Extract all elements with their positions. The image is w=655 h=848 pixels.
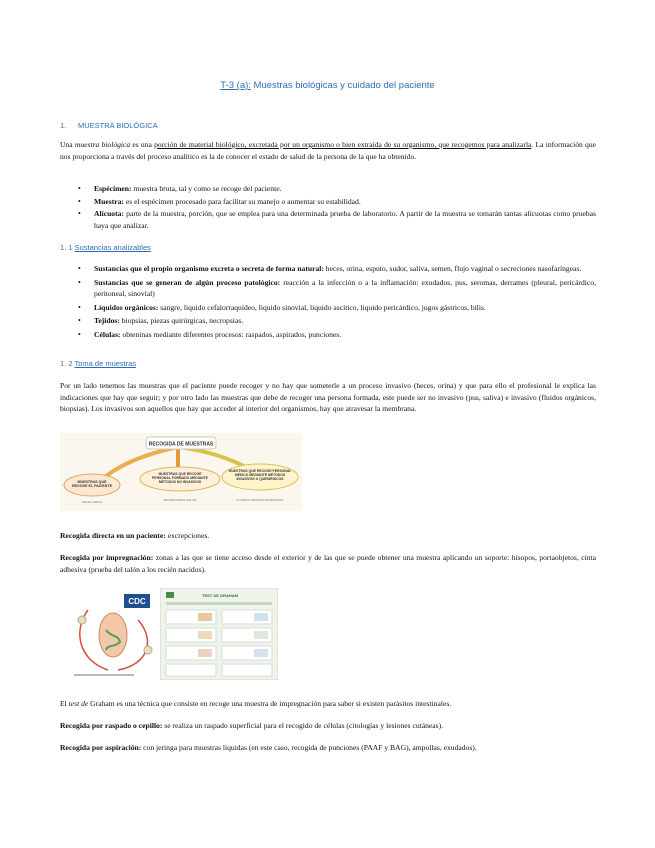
figure-caption-line <box>74 674 134 676</box>
step-illustration <box>254 649 268 657</box>
intro-text-2: es una <box>130 140 155 149</box>
bullet-text: es el espécimen procesado para facilitar su manejo o aumentar su estabilidad. <box>123 196 361 206</box>
intro-italic: muestra biológica <box>74 140 131 149</box>
scraping-collection <box>60 720 596 732</box>
bullet-text: sangre, liquido cefalorraquídeo, liquido sinovial, liquido ascítico, liquido pericárdico, jugos gástricos, bilis. <box>158 302 486 312</box>
impregnation-term: Recogida por impregnación: <box>60 553 154 562</box>
list-item <box>60 277 596 300</box>
section-1-bullets <box>60 183 596 231</box>
list-item <box>60 196 596 208</box>
step-illustration <box>254 613 268 621</box>
bullet-text: heces, orina, esputo, sudor, saliva, semen, flujo vaginal o secreciones nasofaríngeas. <box>323 264 582 273</box>
list-item <box>60 329 596 341</box>
scraping-term: Recogida por raspado o cepillo: <box>60 721 163 730</box>
section-1-title: MUESTRA BIOLÓGICA <box>78 121 158 130</box>
mindmap-middle-label: MUESTRAS QUE RECOGE PERSONAL FORMADO MEDIANTE MÉTODOS NO INVASIVOS <box>152 472 208 484</box>
bullet-term: Tejidos: <box>94 316 120 325</box>
step-illustration <box>254 631 268 639</box>
mindmap-root-label: RECOGIDA DE MUESTRAS <box>148 441 214 448</box>
bullet-text: reacción a la infección o a la inflamación: exudados, pus, seromas, derrames (pleural, pericárdico, peritoneal, sinovial) <box>94 277 596 298</box>
list-item <box>60 315 596 327</box>
instruction-step <box>222 664 272 676</box>
section-1-2-paragraph: Por un lado tenemos las muestras que el paciente puede recoger y no hay que someterle a un proceso invasivo (heces, orina) y que para ello el profesional le explica las indicaciones que hay que seguir; y por otro lado las muestras que debe de recoger una persona formada, este puede ser no invasivo (pus, saliva) e invasivo (fluidos orgánicos, biopsias). Los invasivos son aquellos que hay que acceder al interior del organismos, hay que atravesar la membrana. <box>60 381 596 413</box>
section-1-intro <box>60 139 596 162</box>
mindmap-middle-sub: SECRECIONES SALIVA <box>163 498 197 502</box>
graham-text-2: Graham es una técnica que consiste en recoge una muestra de impregnación para saber si existen parásitos intestinales. <box>88 699 452 708</box>
cdc-logo-text: CDC <box>128 597 146 606</box>
section-1-2-heading <box>60 359 136 368</box>
direct-term: Recogida directa en un paciente: <box>60 531 166 540</box>
aspiration-term: Recogida por aspiración: <box>60 743 142 752</box>
direct-collection <box>60 530 596 542</box>
graham-paragraph <box>60 698 596 710</box>
list-item <box>60 263 596 275</box>
aspiration-collection <box>60 742 596 754</box>
step-illustration <box>198 649 212 657</box>
bullet-text: parte de la muestra, porción, que se emplea para una determinada prueba de laboratorio. A partir de la muestra se tomarán tantas alícuotas como pruebas haya que analizar. <box>94 209 596 230</box>
mindmap-figure <box>60 433 302 511</box>
bullet-term: Células: <box>94 329 121 339</box>
graham-text-1: El <box>60 699 69 708</box>
step-illustration <box>198 631 212 639</box>
section-1-1-heading <box>60 243 151 252</box>
bullet-text: obteninas mediante diferentes procesos: raspados, aspirados, punciones. <box>120 329 342 339</box>
graham-italic: test de <box>68 699 89 708</box>
egg-illustration <box>78 616 86 624</box>
mindmap-left-label: MUESTRAS QUE RECOGE EL PACIENTE <box>71 480 113 488</box>
section-1-1-bullets <box>60 263 596 340</box>
mindmap-right-label: MUESTRAS QUE RECOGE PERSONAL MÉDICO MEDIANTE MÉTODOS INVASIVOS O QUIRÚRGICOS <box>228 469 292 481</box>
title-text: Muestras biológicas y cuidado del paciente <box>250 80 435 91</box>
impregnation-text: zonas a las que se tiene acceso desde el exterior y de las que se puede obtener una muestra aplicando un soporte: hisopos, portaobjetos, cinta adhesiva (prueba del talón a los recién nacidos). <box>60 553 596 574</box>
mindmap-right-sub: FLUIDOS ORGÁNICOS BIOPSIAS <box>236 498 284 502</box>
intro-text-3: . La información que nos proporciona a través del proceso analítico es la de conocer el estado de salud de la persona de la que ha obtenido. <box>60 140 596 161</box>
direct-text: excrepciones. <box>165 531 210 540</box>
section-1-2-link[interactable]: Toma de muestras <box>74 359 137 368</box>
intro-underlined: porción de material biológico, excretada por un organismo o bien extraída de su organismo, que recogemos para analizarla <box>154 140 532 149</box>
figure-subtitle-bar <box>166 602 272 605</box>
bullet-text: biopsias, piezas quirúrgicas, necropsias. <box>119 316 244 325</box>
page-title <box>0 80 655 91</box>
instruction-step <box>166 664 216 676</box>
section-1-2-number: 1. 2 <box>60 359 75 368</box>
cdc-lifecycle-figure <box>68 590 163 680</box>
list-item <box>60 302 596 314</box>
list-item <box>60 208 596 231</box>
mindmap-left-sub: HECES ORINA <box>81 500 103 504</box>
scraping-text: se realiza un raspado superficial para el recogido de células (citologías y lesiones cutáneas). <box>162 721 444 730</box>
section-1-heading <box>60 121 158 130</box>
bullet-term: Espécimen: <box>94 184 132 193</box>
bullet-term: Sustancias que el propio organismo excreta o secreta de forma natural: <box>94 264 324 273</box>
bullet-term: Líquidos orgánicos: <box>94 302 159 312</box>
section-1-number: 1. <box>60 121 67 130</box>
figure-logo <box>166 592 174 598</box>
intro-text-1: Una <box>60 140 75 149</box>
bullet-term: Alícuota: <box>94 209 124 218</box>
graham-figure-title: TEST DE GRAHAM <box>202 593 238 598</box>
bullet-term: Muestra: <box>94 196 124 206</box>
step-illustration <box>198 613 212 621</box>
list-item <box>60 183 596 195</box>
egg-illustration <box>144 646 152 654</box>
impregnation-collection <box>60 552 596 575</box>
title-code: T-3 (a): <box>220 80 251 91</box>
aspiration-text: con jeringa para muestras líquidas (en este caso, recogida de punciones (PAAF y BAG), ampollas, exudados). <box>141 743 477 752</box>
section-1-1-number: 1. 1 <box>60 243 75 252</box>
graham-test-figure <box>160 588 278 680</box>
bullet-text: muestra bruta, tal y como se recoge del paciente. <box>131 184 282 193</box>
bullet-term: Sustancias que se generan de algún proceso patológico: <box>94 277 281 287</box>
section-1-1-link[interactable]: Sustancias analizables <box>74 243 151 252</box>
